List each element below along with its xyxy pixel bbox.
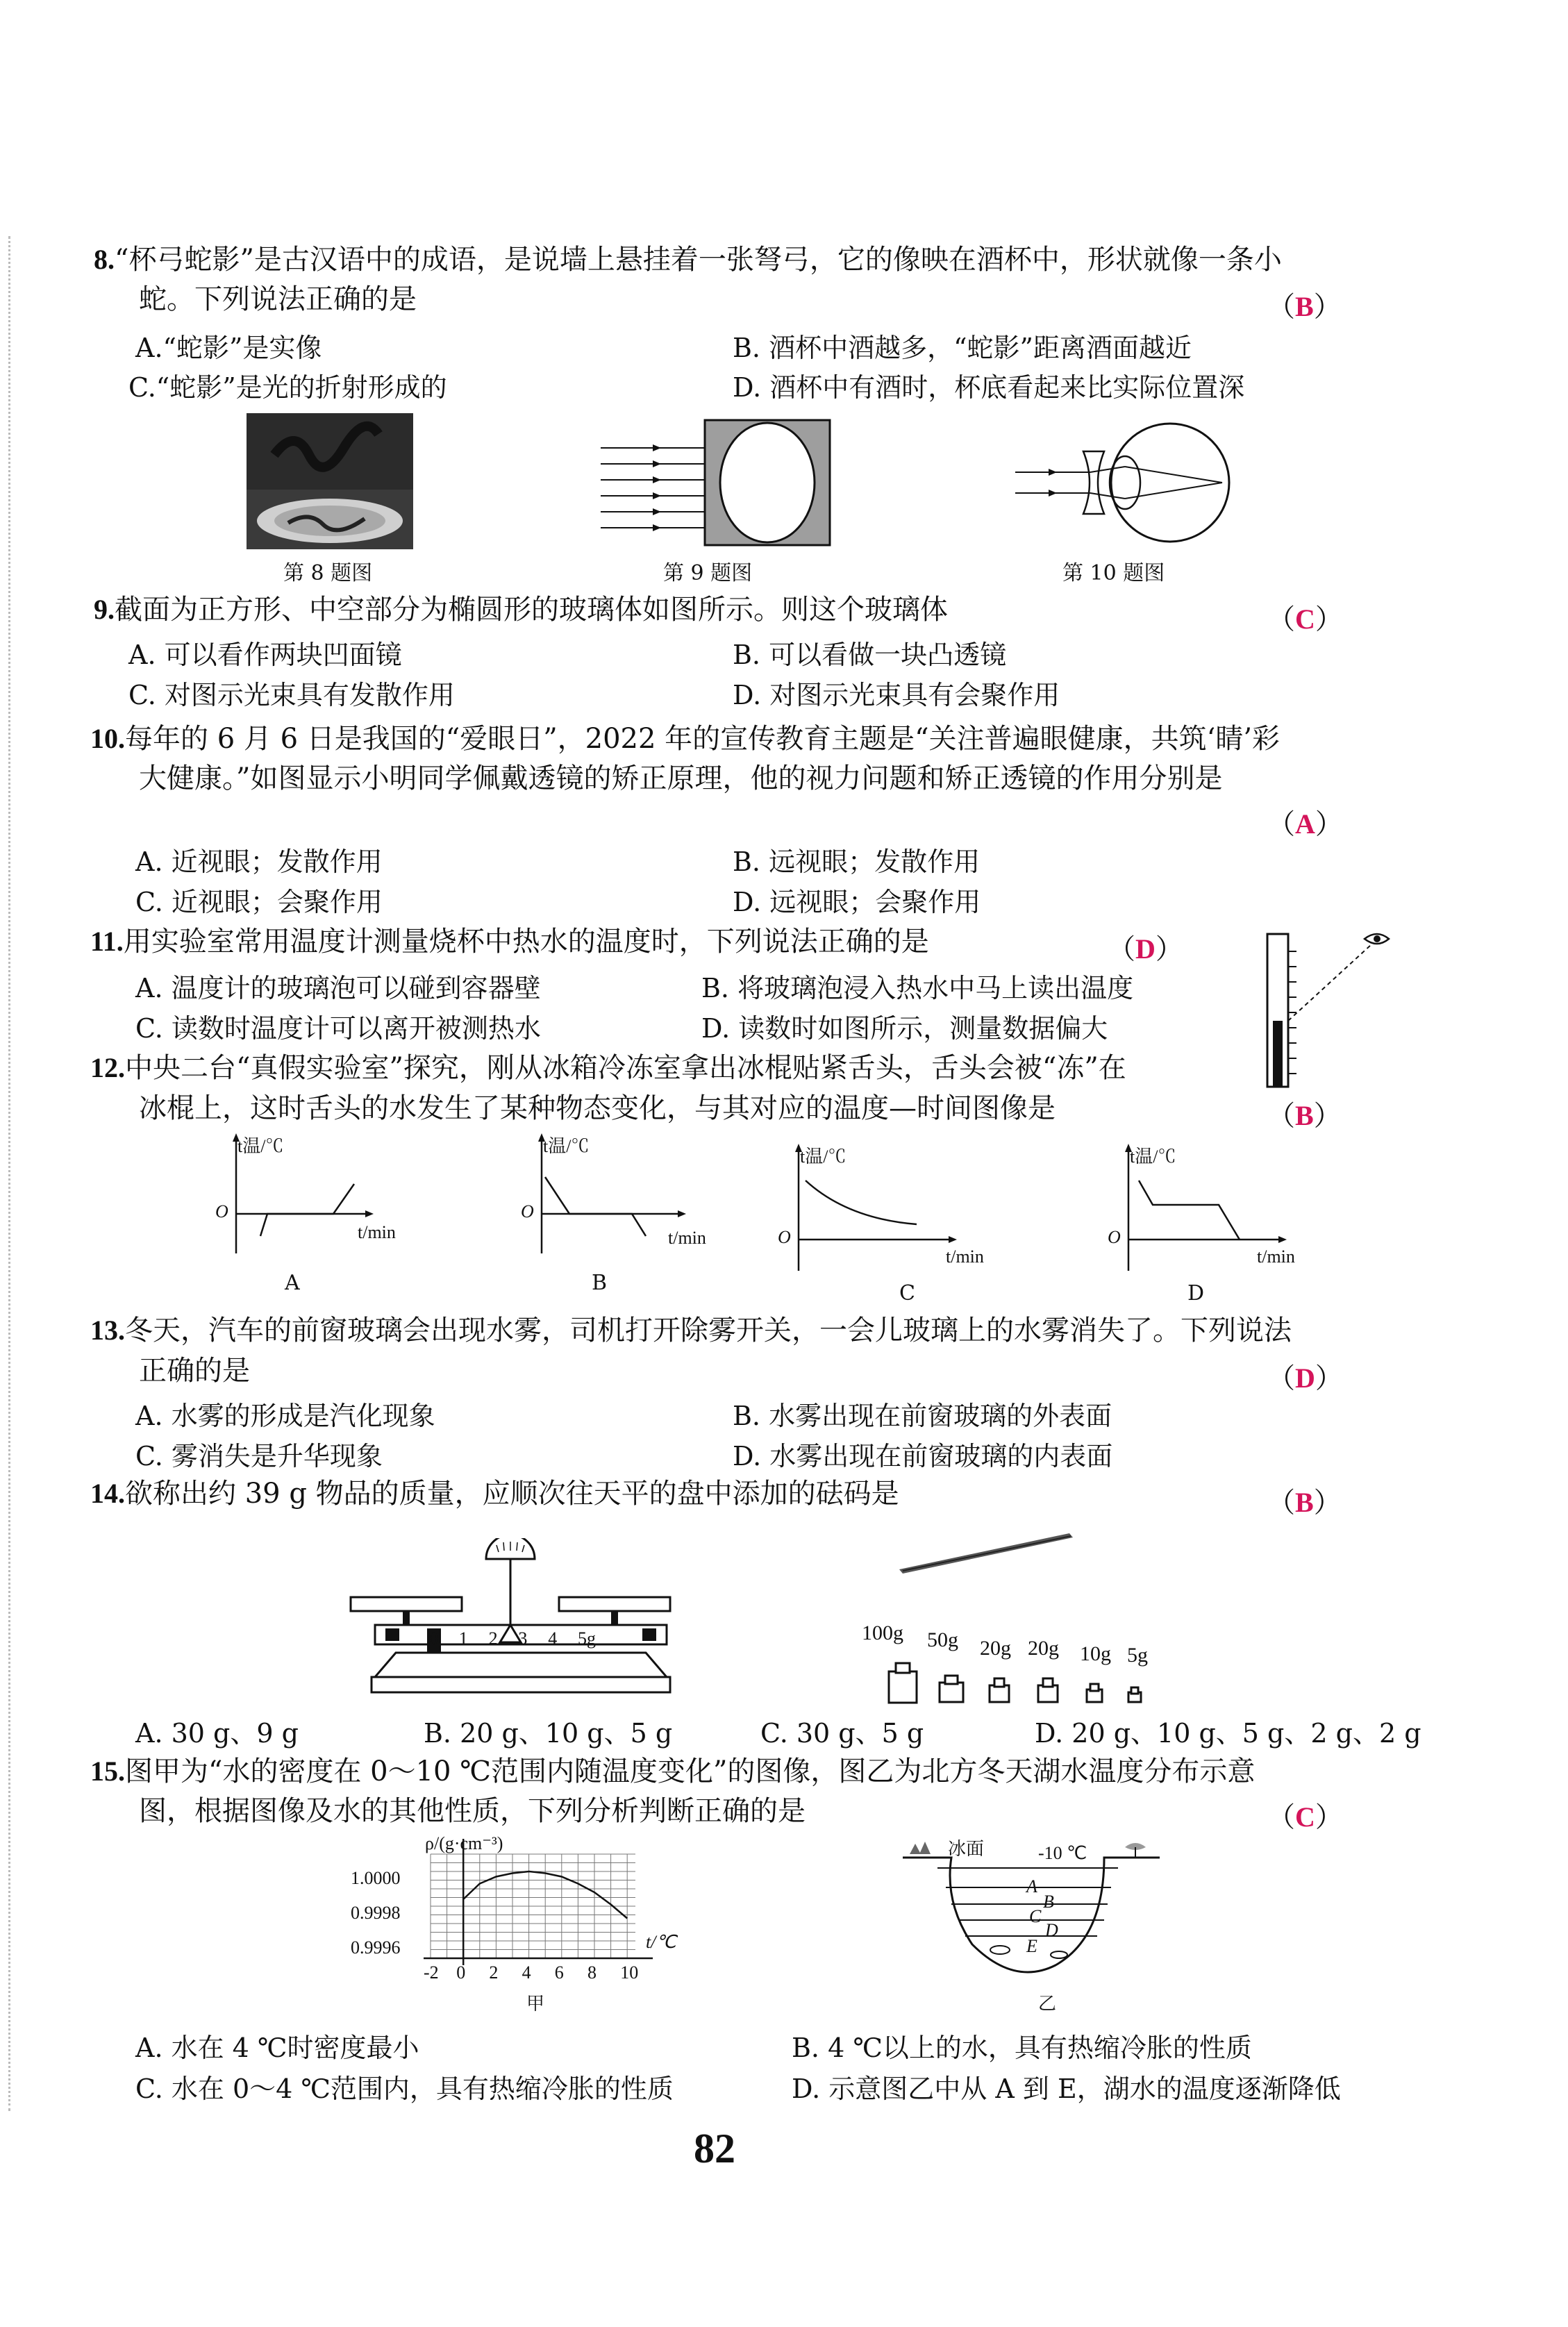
q11-number: 11.: [90, 926, 124, 957]
q14-text: 欲称出约 39 g 物品的质量，应顺次往天平的盘中添加的砝码是: [125, 1478, 899, 1510]
weight-label-100g: 100g: [862, 1621, 903, 1644]
q10-text: 每年的 6 月 6 日是我国的“爱眼日”，2022 年的宣传教育主题是“关注普遍眼健康，共筑‘睛’彩: [125, 723, 1281, 755]
weight-label-20g-a: 20g: [980, 1637, 1011, 1660]
q14-scale-5: 5g: [577, 1628, 596, 1649]
density-grid: [431, 1854, 635, 1958]
q13-line1: [90, 1312, 1292, 1349]
q14-answer-box: （B）: [1267, 1487, 1342, 1519]
q13-answer-box: （D）: [1267, 1362, 1343, 1394]
q12-graph-c-label: C: [899, 1281, 915, 1306]
weight-label-5g: 5g: [1127, 1644, 1148, 1667]
q9-option-a: A. 可以看作两块凹面镜: [128, 640, 402, 670]
q10-line2: 大健康。”如图显示小明同学佩戴透镜的矫正原理，他的视力问题和矫正透镜的作用分别是: [139, 762, 1223, 794]
fig10-eye-lens: [1014, 417, 1236, 549]
q14-number: 14.: [90, 1478, 125, 1509]
q12-answer: B: [1295, 1100, 1314, 1131]
q15-answer-box: （C）: [1267, 1801, 1343, 1833]
q11-option-b: B. 将玻璃泡浸入热水中马上读出温度: [701, 973, 1134, 1003]
q13-option-a: A. 水雾的形成是汽化现象: [135, 1401, 435, 1431]
density-ytick-1: 1.0000: [351, 1868, 401, 1888]
q13-line2: 正确的是: [139, 1355, 250, 1387]
density-ytick-2: 0.9998: [351, 1903, 401, 1923]
q8-line2: 蛇。下列说法正确的是: [139, 283, 417, 315]
q12-graph-c-ylabel: t温/℃: [800, 1146, 846, 1167]
q14-scale-1: 1: [458, 1628, 468, 1649]
q10-answer: A: [1295, 808, 1315, 840]
q14-answer: B: [1295, 1487, 1314, 1518]
weight-label-20g-b: 20g: [1028, 1637, 1059, 1660]
q8-option-d: D. 酒杯中有酒时，杯底看起来比实际位置深: [733, 372, 1245, 403]
q14-balance-figure: [347, 1538, 694, 1705]
q8-line1: [94, 242, 1282, 278]
density-ytick-3: 0.9996: [351, 1937, 401, 1958]
q12-graph-c-xlabel: t/min: [946, 1246, 984, 1267]
fig10-caption: 第 10 题图: [1062, 561, 1165, 585]
q9-option-b: B. 可以看做一块凸透镜: [733, 640, 1007, 670]
q9-answer: C: [1295, 603, 1315, 635]
q12-text: 中央二台“真假实验室”探究，刚从冰箱冷冻室拿出冰棍贴紧舌头，舌头会被“冻”在: [125, 1052, 1126, 1084]
margin-line: [8, 236, 10, 2111]
fig8-caption: 第 8 题图: [283, 561, 373, 585]
q14-scale-0: 0: [429, 1628, 438, 1649]
lake-label-b: B: [1043, 1892, 1054, 1912]
q12-graph-a: [208, 1132, 444, 1299]
q12-graph-b-origin: O: [521, 1201, 534, 1221]
q13-text: 冬天，汽车的前窗玻璃会出现水雾，司机打开除雾开关，一会儿玻璃上的水雾消失了。下列说法: [125, 1315, 1292, 1346]
q12-graph-b-ylabel: t温/℃: [543, 1136, 590, 1156]
q10-answer-box: （A）: [1267, 808, 1343, 840]
lake-label-d: D: [1045, 1920, 1058, 1940]
q12-graph-a-ylabel: t温/℃: [237, 1136, 284, 1156]
q11-answer-box: （D）: [1108, 933, 1183, 965]
q11-text: 用实验室常用温度计测量烧杯中热水的温度时，下列说法正确的是: [123, 926, 929, 958]
q15-option-c: C. 水在 0～4 ℃范围内，具有热缩冷胀的性质: [135, 2074, 674, 2104]
density-axes: [424, 1839, 653, 1965]
q9-answer-box: （C）: [1267, 603, 1343, 635]
q15-option-d: D. 示意图乙中从 A 到 E，湖水的温度逐渐降低: [792, 2074, 1341, 2104]
density-xlabel: t/℃: [646, 1932, 676, 1952]
q12-graph-d-ylabel: t温/℃: [1130, 1146, 1176, 1167]
q14-option-d: D. 20 g、10 g、5 g、2 g、2 g: [1035, 1718, 1421, 1749]
q9-line1: [94, 592, 948, 628]
q14-option-a: A. 30 g、9 g: [135, 1718, 299, 1749]
q15-option-a: A. 水在 4 ℃时密度最小: [135, 2033, 419, 2063]
lake-label-c: C: [1029, 1906, 1042, 1926]
lake-label-a: A: [1026, 1876, 1037, 1896]
q11-option-a: A. 温度计的玻璃泡可以碰到容器壁: [135, 973, 541, 1003]
q11-option-d: D. 读数时如图所示，测量数据偏大: [701, 1013, 1108, 1044]
density-xtick: 4: [522, 1962, 531, 1983]
q14-line1: [90, 1476, 899, 1512]
q12-graph-c: [771, 1142, 1007, 1309]
q11-answer: D: [1135, 933, 1156, 965]
q12-answer-box: （B）: [1267, 1100, 1342, 1132]
q8-answer-box: （B）: [1267, 291, 1342, 323]
fig9-glass-block: [597, 417, 833, 549]
q12-number: 12.: [90, 1052, 125, 1083]
density-xtick: 10: [620, 1962, 639, 1983]
q14-option-b: B. 20 g、10 g、5 g: [424, 1718, 673, 1749]
q9-option-d: D. 对图示光束具有会聚作用: [733, 680, 1060, 710]
q14-scale-2: 2: [488, 1628, 498, 1649]
q8-answer: B: [1295, 291, 1314, 322]
density-ylabel: ρ/(g·cm⁻³): [425, 1833, 503, 1853]
q9-number: 9.: [94, 594, 115, 625]
q10-option-d: D. 远视眼；会聚作用: [733, 887, 981, 917]
q15-line1: [90, 1753, 1255, 1790]
q13-number: 13.: [90, 1315, 125, 1346]
q14-scale-labels: [429, 1628, 596, 1649]
q15-text: 图甲为“水的密度在 0～10 ℃范围内随温度变化”的图像，图乙为北方冬天湖水温度分布示意: [125, 1755, 1256, 1787]
q9-option-c: C. 对图示光束具有发散作用: [128, 680, 455, 710]
tweezers-icon: [896, 1528, 1076, 1576]
q13-option-d: D. 水雾出现在前窗玻璃的内表面: [733, 1441, 1113, 1471]
q15-lake-figure: [896, 1826, 1174, 2014]
q12-line2: 冰棍上，这时舌头的水发生了某种物态变化，与其对应的温度—时间图像是: [139, 1092, 1056, 1124]
density-chart-svg: [326, 1833, 715, 2014]
density-xtick: 8: [587, 1962, 597, 1983]
q10-option-c: C. 近视眼；会聚作用: [135, 887, 383, 917]
q13-answer: D: [1295, 1362, 1315, 1394]
q8-number: 8.: [94, 244, 115, 275]
q8-option-b: B. 酒杯中酒越多，“蛇影”距离酒面越近: [733, 333, 1192, 363]
q15-option-b: B. 4 ℃以上的水，具有热缩冷胀的性质: [792, 2033, 1252, 2063]
q11-line1: [90, 924, 929, 960]
density-xtick: 6: [554, 1962, 564, 1983]
q12-graph-b-label: B: [592, 1271, 608, 1295]
q8-option-a: A.“蛇影”是实像: [135, 333, 322, 363]
density-xtick: -2: [424, 1962, 439, 1983]
fig8-snake-image: [247, 413, 413, 549]
q14-weights-box: [858, 1621, 1184, 1705]
weight-label-50g: 50g: [927, 1628, 958, 1651]
q10-option-a: A. 近视眼；发散作用: [135, 846, 383, 877]
fig-jia-caption: 甲: [526, 1994, 545, 2015]
lake-surface-label: 冰面: [948, 1839, 985, 1859]
weight-label-10g: 10g: [1080, 1642, 1111, 1665]
q10-option-b: B. 远视眼；发散作用: [733, 846, 981, 877]
q9-text: 截面为正方形、中空部分为椭圆形的玻璃体如图所示。则这个玻璃体: [115, 594, 948, 626]
q12-graph-d-label: D: [1187, 1281, 1205, 1306]
q11-option-c: C. 读数时温度计可以离开被测热水: [135, 1013, 541, 1044]
q12-line1: [90, 1050, 1126, 1086]
fig9-caption: 第 9 题图: [663, 561, 753, 585]
q14-balance-drawing: [347, 1538, 694, 1705]
q12-graph-d-origin: O: [1108, 1227, 1121, 1247]
q10-line1: [90, 721, 1280, 757]
q12-graph-a-origin: O: [215, 1201, 228, 1221]
q14-scale-4: 4: [548, 1628, 558, 1649]
q15-answer: C: [1295, 1801, 1315, 1833]
q15-line2: 图，根据图像及水的其他性质，下列分析判断正确的是: [139, 1795, 806, 1827]
q12-graph-c-origin: O: [778, 1227, 791, 1247]
lake-temp-label: -10 ℃: [1038, 1843, 1087, 1863]
q15-density-chart: [326, 1833, 715, 2014]
q12-graph-d-xlabel: t/min: [1257, 1246, 1295, 1267]
density-xtick: 2: [489, 1962, 499, 1983]
q14-scale-3: 3: [518, 1628, 528, 1649]
q12-graph-b: [514, 1132, 750, 1299]
q12-graph-b-xlabel: t/min: [668, 1228, 706, 1248]
q13-option-c: C. 雾消失是升华现象: [135, 1441, 383, 1471]
q12-graph-a-label: A: [285, 1271, 300, 1295]
lake-label-e: E: [1026, 1936, 1037, 1956]
q8-text: “杯弓蛇影”是古汉语中的成语，是说墙上悬挂着一张弩弓，它的像映在酒杯中，形状就像一条小: [115, 244, 1282, 276]
q12-graph-a-xlabel: t/min: [358, 1222, 396, 1242]
q14-option-c: C. 30 g、5 g: [760, 1718, 924, 1749]
q10-number: 10.: [90, 723, 125, 754]
q11-thermometer-figure: [1260, 924, 1392, 1090]
page-number: 82: [694, 2126, 735, 2171]
q15-number: 15.: [90, 1755, 125, 1787]
fig-yi-caption: 乙: [1038, 1994, 1057, 2015]
q13-option-b: B. 水雾出现在前窗玻璃的外表面: [733, 1401, 1112, 1431]
q8-option-c: C.“蛇影”是光的折射形成的: [128, 372, 447, 403]
q12-graph-d: [1101, 1142, 1337, 1309]
density-xtick: 0: [456, 1962, 466, 1983]
